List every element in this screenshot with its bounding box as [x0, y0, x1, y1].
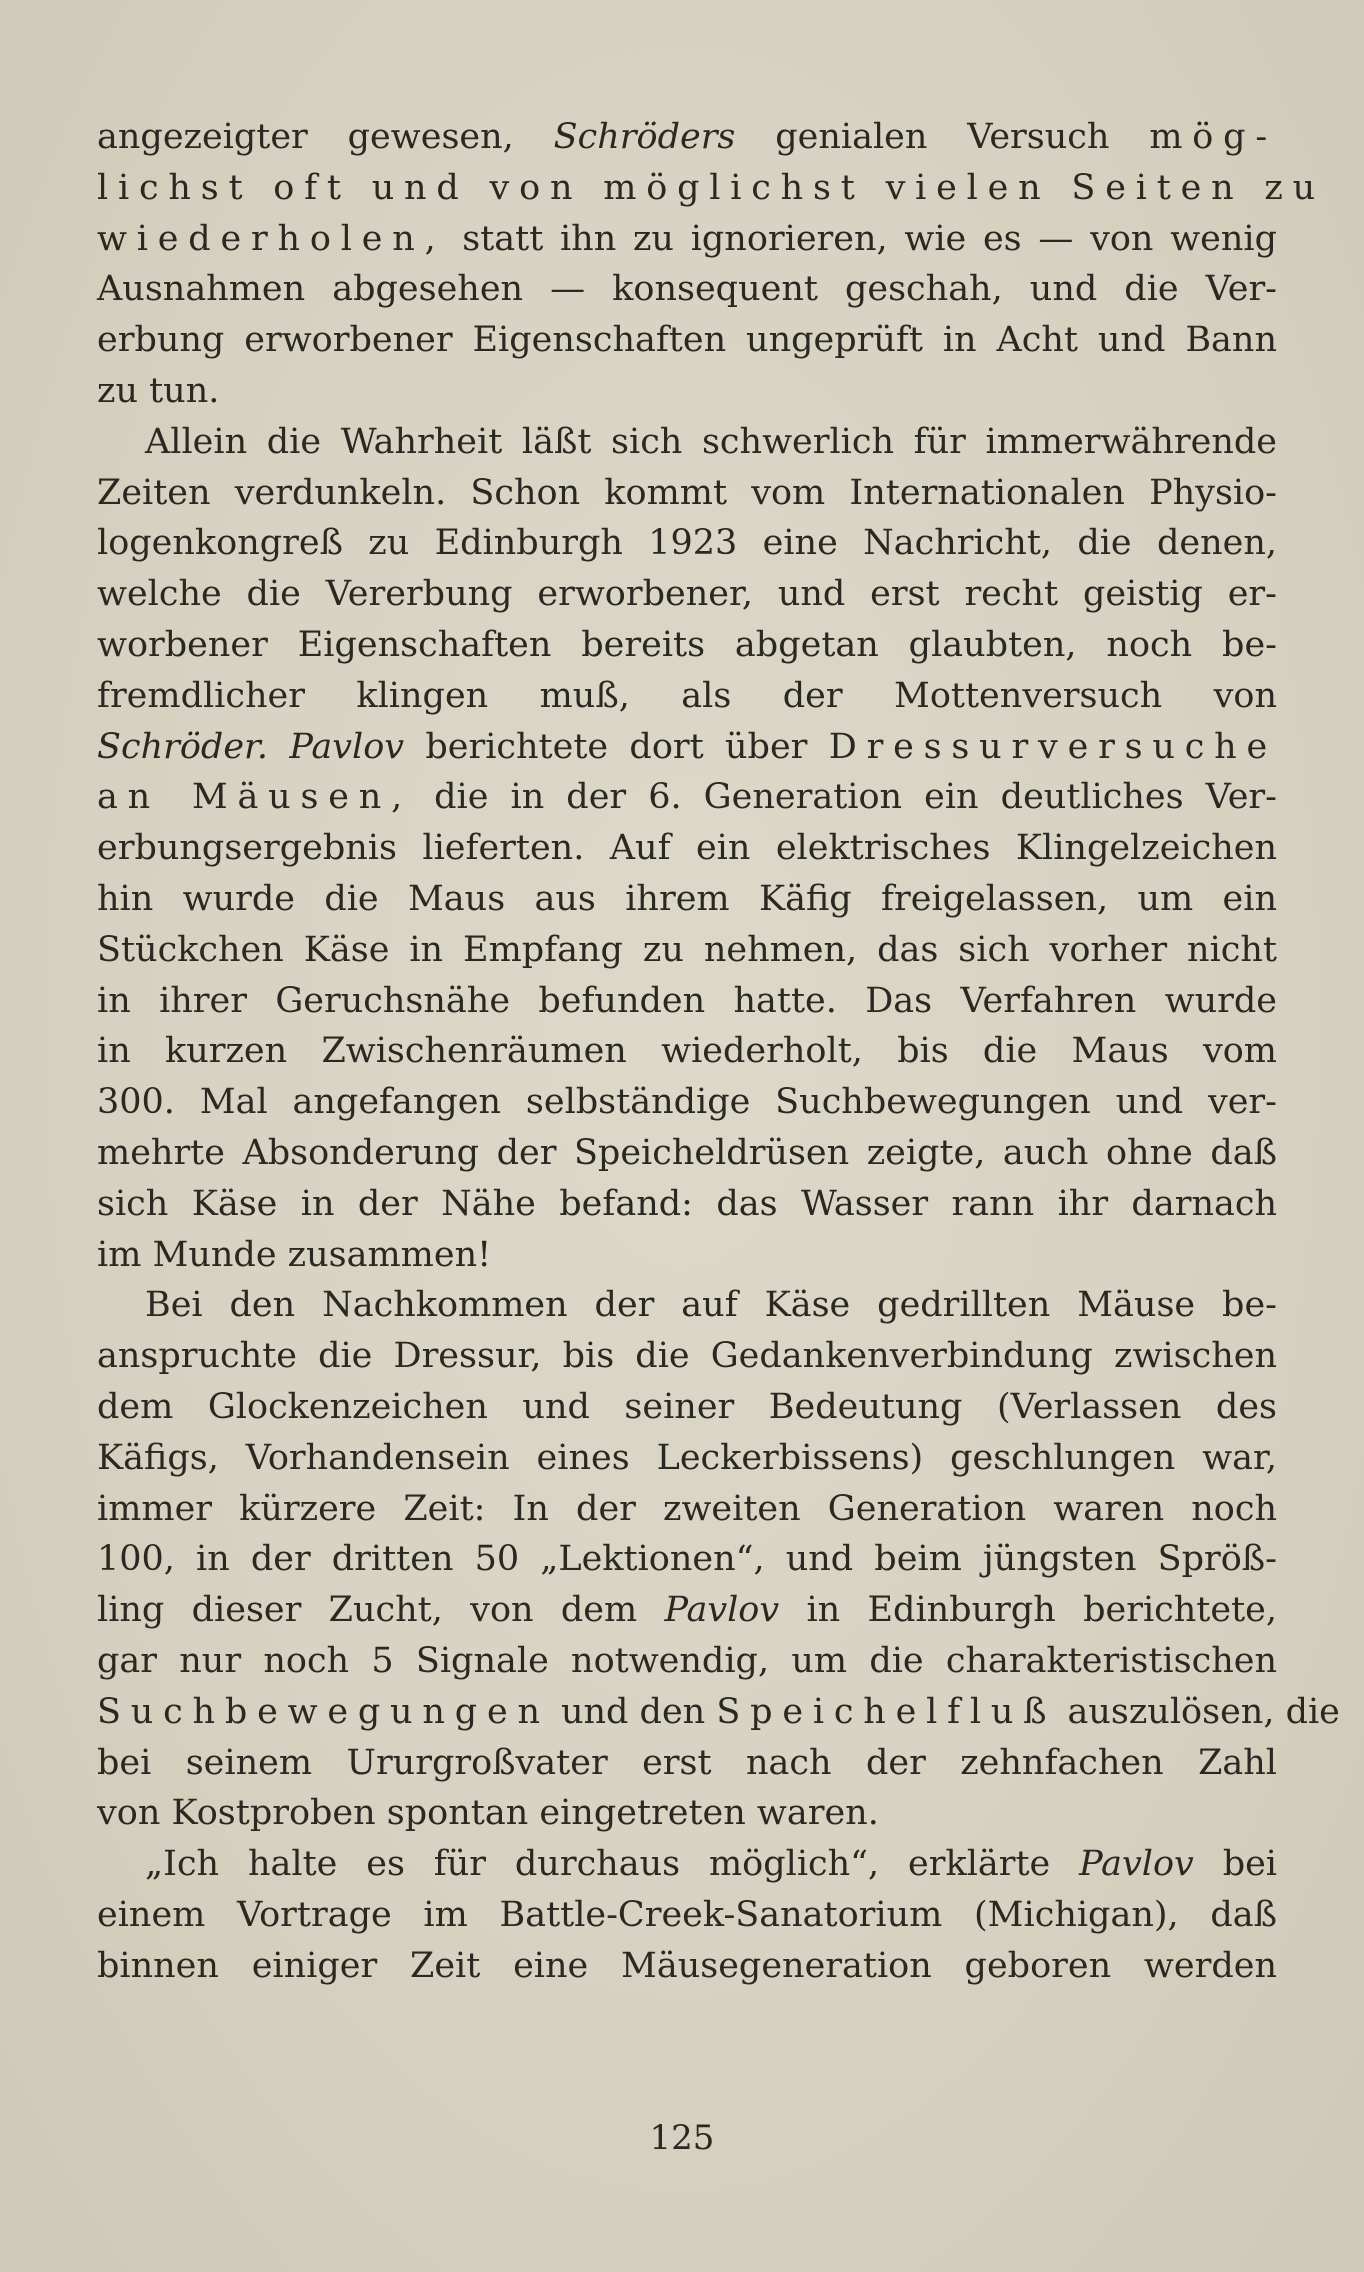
text-line	[97, 1534, 1277, 1585]
paragraph	[97, 1280, 1340, 1839]
text-line	[97, 1433, 1277, 1484]
text-run: Ausnahmen abgesehen — konsequent geschah, und die Ver-	[97, 269, 1277, 310]
text-run: erbungsergebnis lieferten. Auf ein elektrisches Klingelzeichen	[97, 828, 1277, 869]
text-run: „Ich halte es für durchaus möglich“, erklärte	[145, 1844, 1080, 1885]
text-line	[97, 722, 1277, 773]
text-run: binnen einiger Zeit eine Mäusegeneration geboren werden	[97, 1945, 1277, 1986]
text-line	[97, 620, 1277, 671]
text-line	[97, 1331, 1277, 1382]
text-run: in ihrer Geruchsnähe befunden hatte. Das Verfahren wurde	[97, 980, 1277, 1021]
text-line	[97, 1890, 1277, 1941]
italic-name: Pavlov	[664, 1590, 780, 1631]
text-run: auszulösen, die	[1056, 1691, 1340, 1732]
text-run: anspruchte die Dressur, bis die Gedankenverbindung zwischen	[97, 1336, 1277, 1377]
text-line	[97, 1585, 1277, 1636]
text-run: 100, in der dritten 50 „Lektionen“, und beim jüngsten Spröß-	[97, 1539, 1277, 1580]
text-line	[97, 1280, 1277, 1331]
text-run: Allein die Wahrheit läßt sich schwerlich für immerwährende	[145, 421, 1277, 462]
text-line	[97, 1839, 1277, 1890]
text-run: Stückchen Käse in Empfang zu nehmen, das sich vorher nicht	[97, 929, 1277, 970]
text-line	[97, 112, 1277, 163]
text-line	[97, 518, 1277, 569]
paragraph	[97, 417, 1277, 1281]
text-run: genialen Versuch	[735, 117, 1150, 157]
text-run: mehrte Absonderung der Speicheldrüsen zeigte, auch ohne daß	[97, 1132, 1277, 1173]
text-line	[97, 417, 1277, 468]
text-run: in kurzen Zwischenräumen wiederholt, bis die Maus vom	[97, 1031, 1277, 1072]
text-line	[97, 671, 1277, 722]
text-line	[97, 214, 1277, 265]
text-run: immer kürzere Zeit: In der zweiten Generation waren noch	[97, 1488, 1277, 1529]
text-run: einem Vortrage im Battle-Creek-Sanatorium (Michigan), daß	[97, 1894, 1277, 1935]
text-line	[97, 1382, 1277, 1433]
text-run: Bei den Nachkommen der auf Käse gedrillten Mäuse be-	[145, 1285, 1277, 1326]
text-line	[97, 1687, 1340, 1738]
paragraph	[97, 1839, 1277, 1991]
text-run: berichtete dort über	[404, 726, 829, 767]
text-run: und den	[549, 1691, 717, 1732]
text-line	[97, 366, 1277, 417]
text-line	[97, 1077, 1277, 1128]
text-line	[97, 1230, 1277, 1281]
spaced-emphasis: wiederholen,	[97, 218, 446, 259]
spaced-emphasis: Speichelfluß	[716, 1691, 1057, 1732]
spaced-emphasis: mög-	[1149, 117, 1278, 157]
text-run	[268, 727, 289, 767]
text-run: von Kostproben spontan eingetreten waren.	[97, 1793, 879, 1834]
text-run: sich Käse in der Nähe befand: das Wasser rann ihr darnach	[97, 1183, 1277, 1224]
text-run: worbener Eigenschaften bereits abgetan glaubten, noch be-	[97, 624, 1277, 665]
text-line	[97, 1484, 1277, 1535]
text-line	[97, 874, 1277, 925]
body-text	[97, 112, 1340, 1991]
text-run: Zeiten verdunkeln. Schon kommt vom Internationalen Physio-	[97, 472, 1277, 513]
italic-name: Pavlov	[1079, 1844, 1194, 1885]
text-run: welche die Vererbung erworbener, und erst recht geistig er-	[97, 574, 1277, 615]
text-run: bei seinem Ururgroßvater erst nach der zehnfachen Zahl	[97, 1742, 1277, 1783]
text-run: ling dieser Zucht, von dem	[97, 1590, 665, 1631]
text-line	[97, 1179, 1277, 1230]
spaced-emphasis: Suchbewegungen	[97, 1691, 550, 1732]
italic-name: Pavlov	[289, 726, 405, 767]
spaced-emphasis: Dressurversuche	[828, 726, 1277, 767]
text-run: in Edinburgh berichtete,	[779, 1590, 1277, 1631]
text-run: im Munde zusammen!	[97, 1234, 492, 1275]
text-run: angezeigter gewesen,	[97, 117, 554, 157]
text-run: dem Glockenzeichen und seiner Bedeutung (Verlassen des	[97, 1386, 1277, 1427]
text-run: fremdlicher klingen muß, als der Mottenversuch von	[97, 675, 1277, 716]
text-line	[97, 163, 1325, 214]
text-run: 300. Mal angefangen selbständige Suchbewegungen und ver-	[97, 1082, 1277, 1123]
text-line	[97, 1026, 1277, 1077]
text-line	[97, 823, 1277, 874]
text-run: Käfigs, Vorhandensein eines Leckerbissens) geschlungen war,	[97, 1437, 1277, 1478]
text-run: gar nur noch 5 Signale notwendig, um die charakteristischen	[97, 1640, 1277, 1681]
text-line	[97, 1738, 1277, 1789]
text-line	[97, 772, 1277, 823]
text-line	[97, 569, 1277, 620]
text-run: bei	[1193, 1844, 1278, 1885]
text-line	[97, 315, 1277, 366]
spaced-emphasis: an Mäusen,	[97, 777, 413, 818]
text-run: statt ihn zu ignorieren, wie es — von wenig	[445, 218, 1277, 259]
text-run: hin wurde die Maus aus ihrem Käfig freigelassen, um ein	[97, 878, 1277, 919]
page-number: 125	[649, 2118, 715, 2158]
text-line	[97, 468, 1277, 519]
text-run: logenkongreß zu Edinburgh 1923 eine Nachricht, die denen,	[97, 523, 1277, 564]
text-run: zu tun.	[97, 370, 220, 411]
text-line	[97, 1788, 1277, 1839]
text-line	[97, 1128, 1277, 1179]
paragraph	[97, 112, 1325, 417]
spaced-emphasis: lichst oft und von möglichst vielen Seiten zu	[97, 167, 1325, 208]
italic-name: Schröder.	[97, 726, 269, 767]
text-run: erbung erworbener Eigenschaften ungeprüft in Acht und Bann	[97, 320, 1277, 361]
text-line	[97, 264, 1277, 315]
text-line	[97, 925, 1277, 976]
text-line	[97, 976, 1277, 1027]
italic-name: Schröders	[553, 117, 736, 157]
text-line	[97, 1636, 1277, 1687]
text-run: die in der 6. Generation ein deutliches Ver-	[412, 777, 1277, 818]
text-line	[97, 1941, 1277, 1992]
